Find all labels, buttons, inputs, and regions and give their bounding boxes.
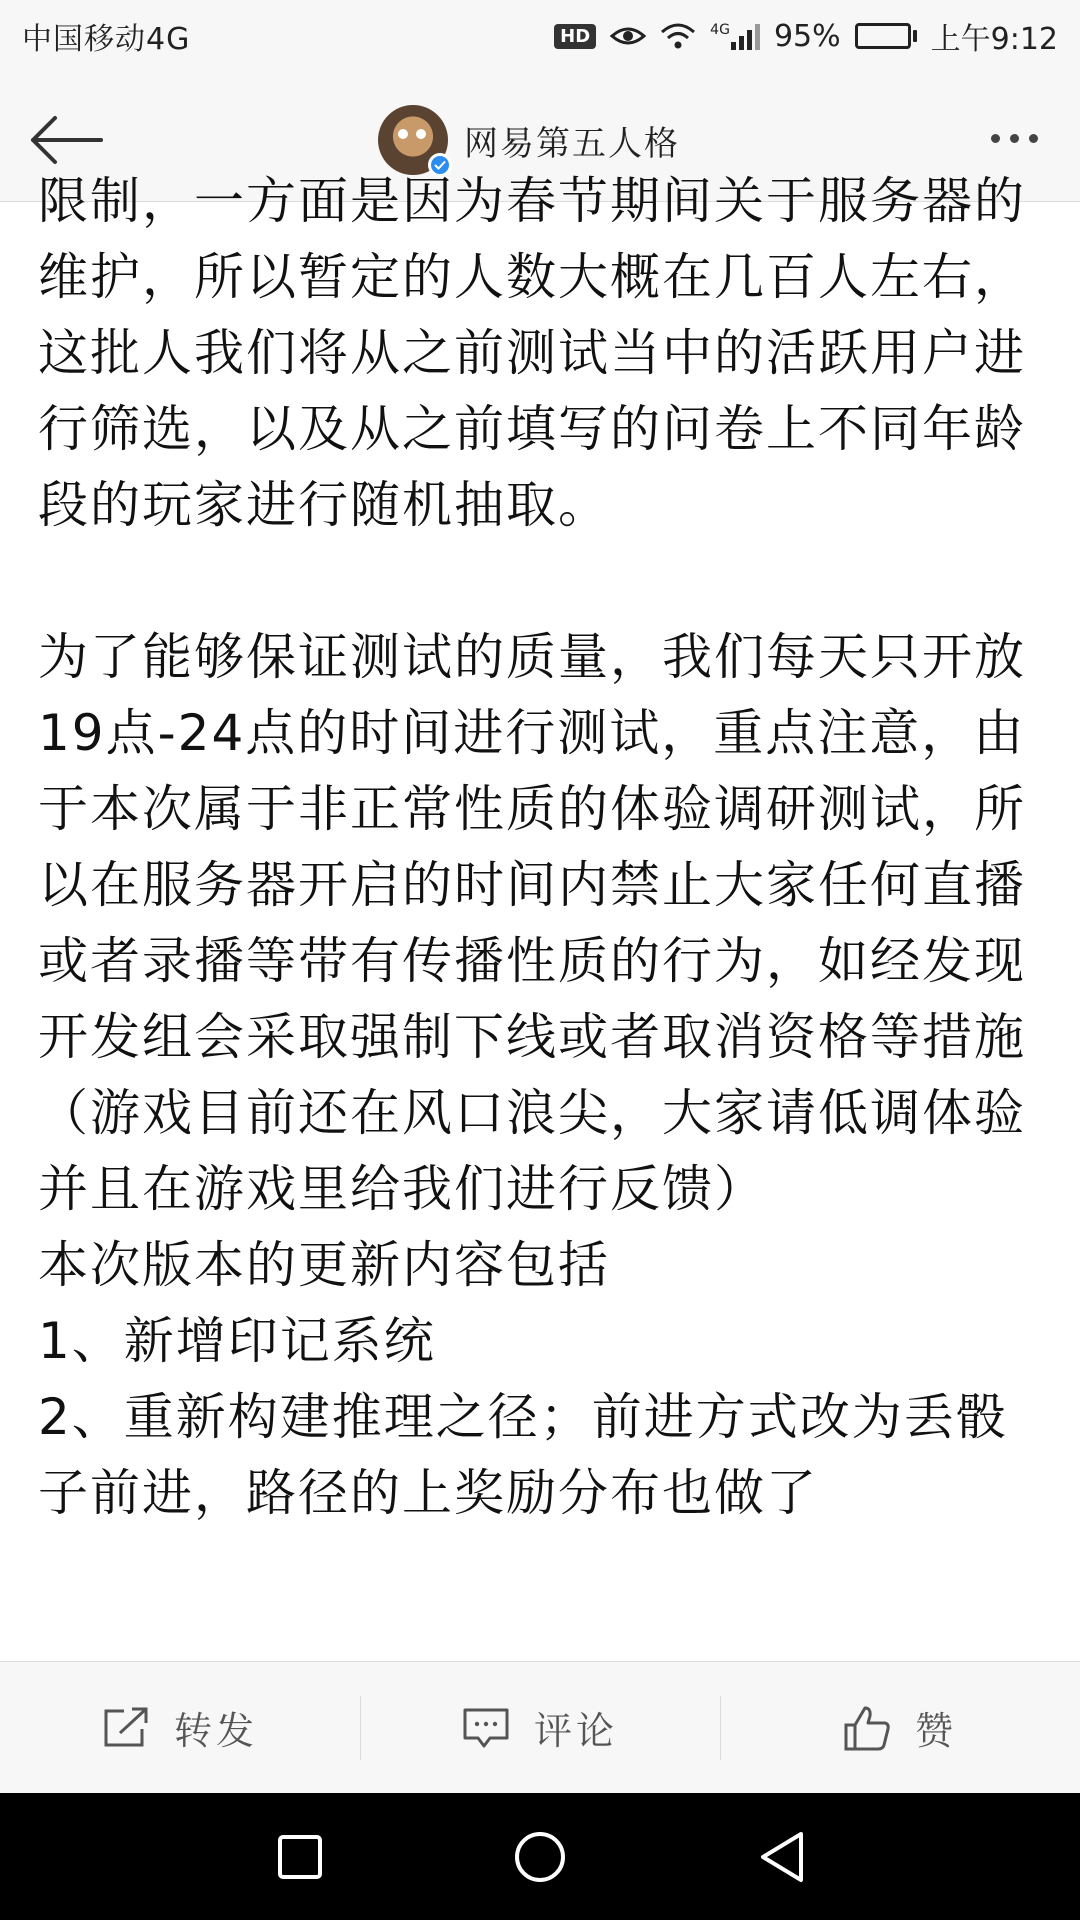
action-bar xyxy=(0,1661,1080,1793)
repost-label: 转发 xyxy=(173,1709,258,1753)
hd-badge: HD xyxy=(554,24,596,49)
paragraph-gap xyxy=(38,543,1028,619)
article-text xyxy=(38,163,1028,1531)
arrow-left-icon xyxy=(29,115,103,165)
comment-icon xyxy=(462,1707,510,1749)
clock: 上午9:12 xyxy=(930,22,1058,57)
list-item: 2、重新构建推理之径；前进方式改为丢骰子前进，路径的上奖励分布也做了 xyxy=(38,1388,1008,1522)
network-type-label: 4G xyxy=(710,22,730,38)
account-name[interactable]: 网易第五人格 xyxy=(464,123,680,164)
repost-button[interactable] xyxy=(0,1662,360,1793)
more-dots-icon xyxy=(991,134,1000,143)
square-icon xyxy=(276,1833,324,1881)
home-button[interactable] xyxy=(508,1825,572,1889)
more-button[interactable] xyxy=(974,108,1054,168)
eye-icon xyxy=(610,24,646,48)
wifi-icon xyxy=(660,22,696,50)
list-item: 1、新增印记系统 xyxy=(38,1312,436,1370)
carrier-label: 中国移动4G xyxy=(22,22,191,57)
recents-button[interactable] xyxy=(268,1825,332,1889)
battery-icon xyxy=(855,23,917,49)
status-bar xyxy=(0,0,1080,72)
paragraph: 限制，一方面是因为春节期间关于服务器的维护，所以暂定的人数大概在几百人左右，这批人我们将从之前测试当中的活跃用户进行筛选，以及从之前填写的问卷上不同年龄段的玩家进行随机抽取。 xyxy=(38,172,1026,534)
like-label: 赞 xyxy=(914,1709,957,1753)
system-nav-bar xyxy=(0,1793,1080,1920)
signal-icon xyxy=(710,22,760,50)
status-indicators xyxy=(554,14,1058,58)
comment-button[interactable] xyxy=(360,1662,720,1793)
system-back-button[interactable] xyxy=(750,1825,814,1889)
thumbs-up-icon xyxy=(843,1705,891,1751)
article-body[interactable] xyxy=(0,172,1080,1661)
share-icon xyxy=(102,1707,150,1749)
like-button[interactable] xyxy=(720,1662,1080,1793)
comment-label: 评论 xyxy=(533,1709,618,1753)
circle-icon xyxy=(513,1830,567,1884)
paragraph: 本次版本的更新内容包括 xyxy=(38,1236,610,1294)
triangle-back-icon xyxy=(757,1830,807,1884)
battery-percent: 95% xyxy=(773,18,841,54)
paragraph: 为了能够保证测试的质量，我们每天只开放19点-24点的时间进行测试，重点注意，由于本次属于非正常性质的体验调研测试，所以在服务器开启的时间内禁止大家任何直播或者录播等带有传播性质的行为，如经发现开发组会采取强制下线或者取消资格等措施（游戏目前还在风口浪尖，大家请低调体验并且在游戏里给我们进行反馈） xyxy=(38,628,1026,1218)
